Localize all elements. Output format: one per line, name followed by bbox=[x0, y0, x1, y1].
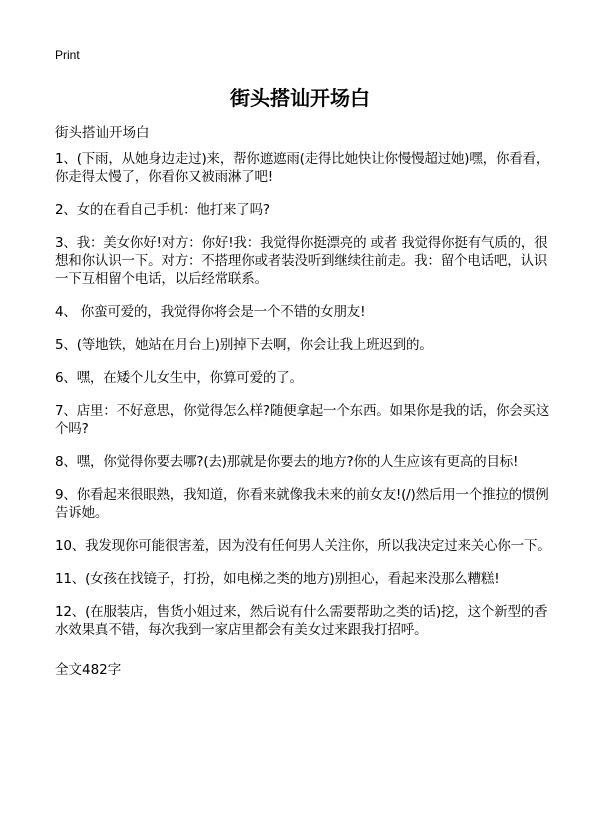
print-label[interactable]: Print bbox=[55, 48, 80, 62]
list-item: 12、(在服装店，售货小姐过来，然后说有什么需要帮助之类的话)挖，这个新型的香水效果真不错，每次我到一家店里都会有美女过来跟我打招呼。 bbox=[55, 604, 548, 638]
list-item: 11、(女孩在找镜子，打扮，如电梯之类的地方)别担心，看起来没那么糟糕! bbox=[55, 571, 500, 587]
list-item: 5、(等地铁，她站在月台上)别掉下去啊，你会让我上班迟到的。 bbox=[55, 337, 433, 353]
opening-lines-list bbox=[55, 150, 551, 654]
list-item: 9、你看起来很眼熟，我知道，你看来就像我未来的前女友!(/)然后用一个推拉的惯例告诉她。 bbox=[55, 487, 549, 521]
list-item: 2、女的在看自己手机：他打来了吗? bbox=[55, 202, 270, 218]
word-count: 全文482字 bbox=[55, 662, 122, 678]
list-item: 7、店里：不好意思，你觉得怎么样?随便拿起一个东西。如果你是我的话，你会买这个吗? bbox=[55, 403, 550, 437]
list-item: 10、我发现你可能很害羞，因为没有任何男人关注你，所以我决定过来关心你一下。 bbox=[55, 538, 551, 554]
list-item: 4、 你蛮可爱的，我觉得你将会是一个不错的女朋友! bbox=[55, 304, 366, 320]
document-title: 街头搭讪开场白 bbox=[230, 86, 370, 110]
list-item: 6、嘿，在矮个儿女生中，你算可爱的了。 bbox=[55, 370, 303, 386]
list-item: 8、嘿，你觉得你要去哪?(去)那就是你要去的地方?你的人生应该有更高的目标! bbox=[55, 454, 519, 470]
list-item: 3、我：美女你好!对方：你好!我：我觉得你挺漂亮的 或者 我觉得你挺有气质的，很想和你认识一下。对方：不搭理你或者装没听到继续往前走。我：留个电话吧，认识一下互相留个电话，以后经常联系。 bbox=[55, 235, 548, 287]
document-subtitle: 街头搭讪开场白 bbox=[55, 125, 150, 141]
list-item: 1、(下雨，从她身边走过)来，帮你遮遮雨(走得比她快让你慢慢超过她)嘿，你看看，你走得太慢了，你看你又被雨淋了吧! bbox=[55, 151, 550, 185]
